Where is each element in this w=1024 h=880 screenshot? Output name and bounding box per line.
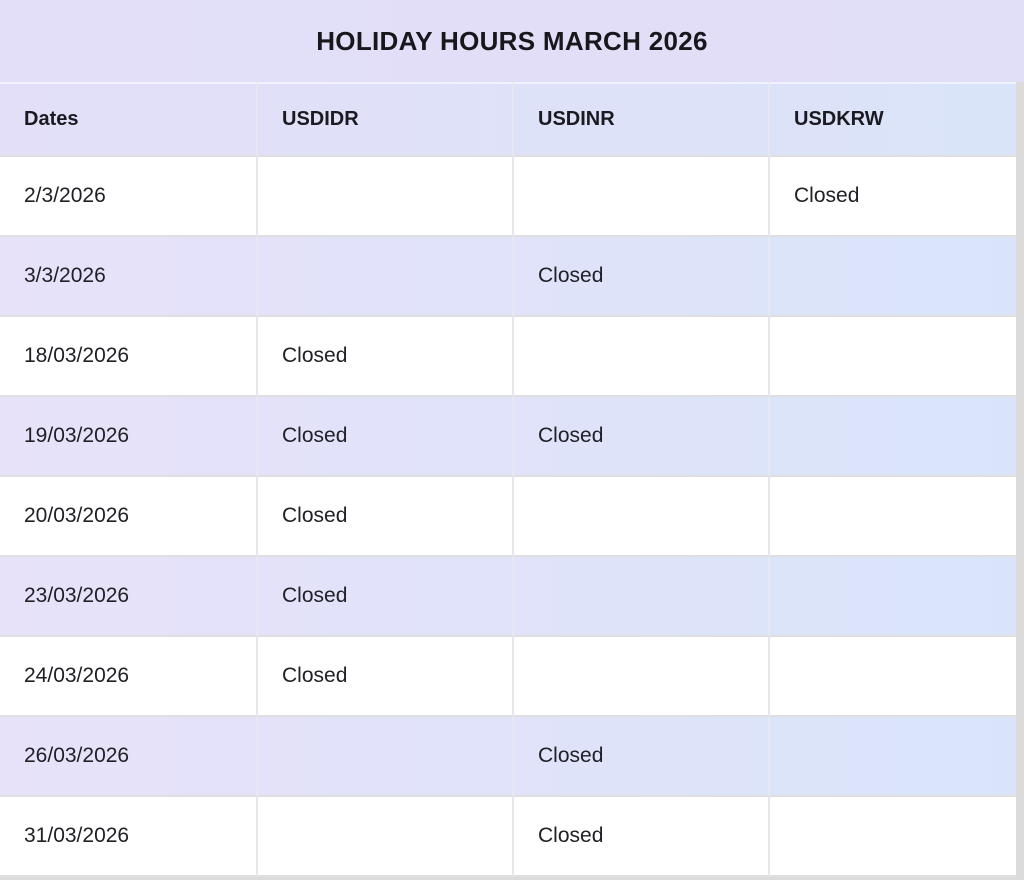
column-header-usdinr: USDINR: [512, 82, 768, 157]
cell-usdkrw: [768, 557, 1016, 637]
cell-date: 20/03/2026: [0, 477, 256, 557]
table-row: [0, 317, 1016, 397]
table-row: [0, 557, 1016, 637]
cell-usdidr: Closed: [256, 557, 512, 637]
cell-date: 26/03/2026: [0, 717, 256, 797]
table-wrap: [0, 82, 1016, 877]
cell-usdkrw: [768, 717, 1016, 797]
cell-usdidr: [256, 717, 512, 797]
cell-usdidr: [256, 237, 512, 317]
cell-usdinr: [512, 157, 768, 237]
cell-usdinr: [512, 557, 768, 637]
cell-usdkrw: [768, 797, 1016, 877]
cell-usdkrw: [768, 317, 1016, 397]
table-row: [0, 237, 1016, 317]
header-row: [0, 82, 1016, 157]
cell-usdinr: Closed: [512, 797, 768, 877]
cell-usdinr: [512, 637, 768, 717]
page-title: HOLIDAY HOURS MARCH 2026: [316, 25, 708, 56]
cell-date: 3/3/2026: [0, 237, 256, 317]
cell-usdkrw: [768, 477, 1016, 557]
cell-date: 31/03/2026: [0, 797, 256, 877]
cell-usdinr: Closed: [512, 237, 768, 317]
table-row: [0, 797, 1016, 877]
table-row: [0, 717, 1016, 797]
table-row: [0, 397, 1016, 477]
column-header-usdkrw: USDKRW: [768, 82, 1016, 157]
cell-date: 18/03/2026: [0, 317, 256, 397]
cell-usdinr: Closed: [512, 397, 768, 477]
cell-usdidr: Closed: [256, 477, 512, 557]
cell-usdidr: Closed: [256, 317, 512, 397]
cell-usdidr: Closed: [256, 637, 512, 717]
table-row: [0, 157, 1016, 237]
table-row: [0, 637, 1016, 717]
cell-usdkrw: [768, 637, 1016, 717]
cell-date: 23/03/2026: [0, 557, 256, 637]
cell-usdkrw: Closed: [768, 157, 1016, 237]
cell-usdinr: [512, 477, 768, 557]
cell-usdidr: [256, 797, 512, 877]
cell-date: 24/03/2026: [0, 637, 256, 717]
table-row: [0, 477, 1016, 557]
cell-usdkrw: [768, 237, 1016, 317]
cell-usdidr: Closed: [256, 397, 512, 477]
column-header-dates: Dates: [0, 82, 256, 157]
column-header-usdidr: USDIDR: [256, 82, 512, 157]
cell-usdinr: Closed: [512, 717, 768, 797]
cell-usdkrw: [768, 397, 1016, 477]
cell-usdidr: [256, 157, 512, 237]
holiday-hours-table: [0, 82, 1016, 877]
cell-date: 19/03/2026: [0, 397, 256, 477]
title-band: [0, 0, 1024, 82]
cell-date: 2/3/2026: [0, 157, 256, 237]
cell-usdinr: [512, 317, 768, 397]
